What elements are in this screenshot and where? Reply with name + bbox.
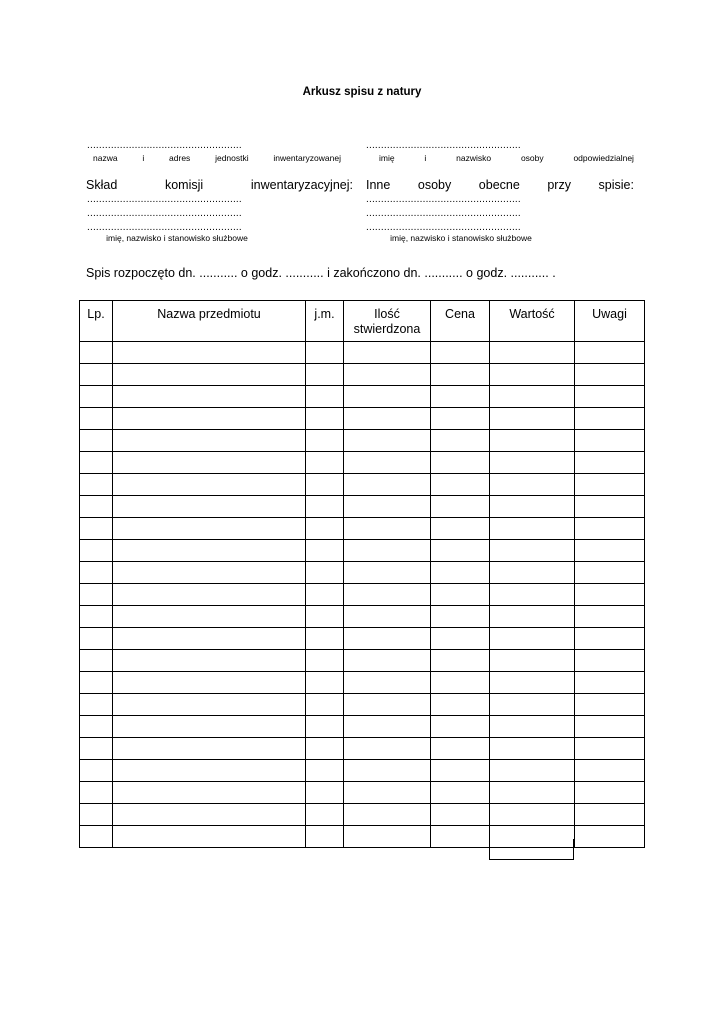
table-row [80,716,645,738]
others-word: przy [547,178,571,192]
person-caption [379,153,634,163]
table-cell[interactable] [80,716,113,738]
table-cell[interactable] [113,628,306,650]
table-cell[interactable] [575,716,645,738]
table-cell[interactable] [490,342,575,364]
table-cell[interactable] [80,826,113,848]
table-cell[interactable] [344,804,431,826]
table-cell[interactable] [113,474,306,496]
table-cell[interactable] [490,496,575,518]
table-cell[interactable] [575,606,645,628]
table-row [80,650,645,672]
table-cell[interactable] [490,364,575,386]
table-cell[interactable] [490,452,575,474]
table-cell[interactable] [113,672,306,694]
table-cell[interactable] [431,518,490,540]
table-cell[interactable] [306,540,344,562]
table-cell[interactable] [80,672,113,694]
table-cell[interactable] [490,628,575,650]
table-cell[interactable] [344,738,431,760]
table-row [80,408,645,430]
table-cell[interactable] [80,760,113,782]
table-cell[interactable] [113,782,306,804]
table-cell[interactable] [575,760,645,782]
table-cell[interactable] [490,650,575,672]
others-dots-line: .................................................... [366,194,521,205]
table-cell[interactable] [490,386,575,408]
table-cell[interactable] [490,474,575,496]
table-cell[interactable] [431,342,490,364]
document-title: Arkusz spisu z natury [302,86,422,98]
table-cell[interactable] [490,606,575,628]
table-cell[interactable] [431,474,490,496]
others-dots-line: .................................................... [366,222,521,233]
caption-word: i [424,153,427,163]
unit-caption [93,153,341,163]
table-cell[interactable] [80,782,113,804]
table-cell[interactable] [80,584,113,606]
others-word: Inne [366,178,391,192]
table-cell[interactable] [306,584,344,606]
table-cell[interactable] [306,716,344,738]
caption-word: nazwisko [456,153,492,163]
table-cell[interactable] [431,672,490,694]
table-cell[interactable] [490,584,575,606]
others-present-label [366,178,634,192]
table-header-row [80,301,645,342]
table-cell[interactable] [575,518,645,540]
table-cell[interactable] [113,518,306,540]
table-cell[interactable] [431,804,490,826]
table-cell[interactable] [431,562,490,584]
table-cell[interactable] [575,474,645,496]
table-cell[interactable] [344,430,431,452]
others-word: spisie: [598,178,634,192]
table-cell[interactable] [431,716,490,738]
table-cell[interactable] [306,430,344,452]
table-cell[interactable] [490,738,575,760]
table-cell[interactable] [431,738,490,760]
table-cell[interactable] [80,386,113,408]
table-cell[interactable] [306,738,344,760]
table-cell[interactable] [344,584,431,606]
table-cell[interactable] [113,738,306,760]
table-row [80,628,645,650]
table-cell[interactable] [431,650,490,672]
table-cell[interactable] [113,694,306,716]
table-row [80,804,645,826]
table-row [80,496,645,518]
table-cell[interactable] [490,408,575,430]
table-cell[interactable] [306,518,344,540]
table-cell[interactable] [431,386,490,408]
table-cell[interactable] [80,364,113,386]
commission-word: Skład [86,178,118,192]
others-word: osoby [417,178,452,192]
table-cell[interactable] [431,760,490,782]
table-cell[interactable] [575,430,645,452]
table-cell[interactable] [80,518,113,540]
table-row [80,540,645,562]
table-cell[interactable] [306,782,344,804]
table-cell[interactable] [431,628,490,650]
table-cell[interactable] [306,650,344,672]
table-cell[interactable] [490,760,575,782]
table-cell[interactable] [80,452,113,474]
table-cell[interactable] [306,562,344,584]
table-cell[interactable] [575,408,645,430]
table-cell[interactable] [344,408,431,430]
table-row [80,672,645,694]
table-cell[interactable] [306,628,344,650]
table-cell[interactable] [306,804,344,826]
table-cell[interactable] [344,782,431,804]
table-cell[interactable] [344,694,431,716]
table-cell[interactable] [80,496,113,518]
table-row [80,474,645,496]
table-cell[interactable] [306,826,344,848]
table-cell[interactable] [431,408,490,430]
table-row [80,386,645,408]
caption-word: odpowiedzialnej [573,153,634,163]
value-total-cell[interactable] [489,839,574,860]
table-cell[interactable] [490,540,575,562]
table-row [80,738,645,760]
caption-word: osoby [520,153,544,163]
table-cell[interactable] [306,760,344,782]
table-cell[interactable] [306,386,344,408]
table-cell[interactable] [344,496,431,518]
caption-word: inwentaryzowanej [273,153,341,163]
table-cell[interactable] [575,782,645,804]
table-cell[interactable] [306,672,344,694]
table-cell[interactable] [431,496,490,518]
table-cell[interactable] [113,650,306,672]
header-quantity: Ilość stwierdzona [344,301,431,342]
caption-word: i [142,153,145,163]
unit-dots-line: .................................................... [87,140,242,151]
table-cell[interactable] [344,452,431,474]
table-row [80,694,645,716]
table-cell[interactable] [575,694,645,716]
table-cell[interactable] [431,782,490,804]
table-cell[interactable] [490,782,575,804]
table-cell[interactable] [344,628,431,650]
table-cell[interactable] [306,342,344,364]
table-row [80,584,645,606]
table-cell[interactable] [113,430,306,452]
table-row [80,760,645,782]
table-cell[interactable] [344,716,431,738]
table-cell[interactable] [575,496,645,518]
table-cell[interactable] [306,694,344,716]
table-cell[interactable] [113,408,306,430]
table-cell[interactable] [575,584,645,606]
table-cell[interactable] [575,672,645,694]
commission-label [86,178,353,192]
table-cell[interactable] [80,628,113,650]
table-cell[interactable] [490,694,575,716]
table-row [80,562,645,584]
table-cell[interactable] [575,452,645,474]
table-cell[interactable] [306,496,344,518]
table-cell[interactable] [431,540,490,562]
table-cell[interactable] [431,584,490,606]
table-cell[interactable] [575,364,645,386]
table-cell[interactable] [575,650,645,672]
table-cell[interactable] [344,364,431,386]
others-word: obecne [478,178,520,192]
table-cell[interactable] [80,474,113,496]
table-cell[interactable] [113,826,306,848]
table-cell[interactable] [80,606,113,628]
table-cell[interactable] [344,562,431,584]
table-cell[interactable] [344,672,431,694]
table-cell[interactable] [344,474,431,496]
table-cell[interactable] [306,364,344,386]
table-cell[interactable] [344,342,431,364]
table-cell[interactable] [490,804,575,826]
table-cell[interactable] [80,738,113,760]
caption-word: adres [169,153,191,163]
table-cell[interactable] [113,804,306,826]
table-cell[interactable] [344,650,431,672]
table-cell[interactable] [575,540,645,562]
table-cell[interactable] [113,364,306,386]
table-cell[interactable] [344,826,431,848]
table-cell[interactable] [575,386,645,408]
table-cell[interactable] [575,628,645,650]
commission-dots-line: .................................................... [87,208,242,219]
commission-caption: imię, nazwisko i stanowisko służbowe [106,233,248,243]
table-cell[interactable] [344,760,431,782]
table-cell[interactable] [80,430,113,452]
table-cell[interactable] [344,386,431,408]
caption-word: jednostki [215,153,249,163]
table-row [80,342,645,364]
table-cell[interactable] [113,386,306,408]
table-cell[interactable] [431,606,490,628]
table-cell[interactable] [490,430,575,452]
caption-word: nazwa [93,153,118,163]
table-row [80,364,645,386]
commission-word: komisji [164,178,204,192]
table-cell[interactable] [306,474,344,496]
table-row [80,518,645,540]
table-cell[interactable] [113,496,306,518]
header-lp: Lp. [80,301,113,342]
table-cell[interactable] [113,562,306,584]
table-cell[interactable] [431,364,490,386]
table-cell[interactable] [80,408,113,430]
header-price: Cena [431,301,490,342]
table-cell[interactable] [113,760,306,782]
header-unit: j.m. [306,301,344,342]
table-cell[interactable] [306,452,344,474]
table-cell[interactable] [80,342,113,364]
table-cell[interactable] [490,562,575,584]
table-cell[interactable] [431,694,490,716]
inventory-table [79,300,645,848]
table-cell[interactable] [113,584,306,606]
caption-word: imię [379,153,395,163]
table-cell[interactable] [344,540,431,562]
table-row [80,606,645,628]
table-cell[interactable] [113,716,306,738]
header-item-name: Nazwa przedmiotu [113,301,306,342]
table-cell[interactable] [113,606,306,628]
table-cell[interactable] [575,562,645,584]
table-cell[interactable] [80,540,113,562]
table-cell[interactable] [431,430,490,452]
table-cell[interactable] [344,606,431,628]
table-body [80,342,645,848]
table-cell[interactable] [490,518,575,540]
table-cell[interactable] [113,540,306,562]
inventory-dates-line: Spis rozpoczęto dn. ........... o godz. ........... i zakończono dn. ........... o godz. ........... . [86,266,556,280]
others-caption: imię, nazwisko i stanowisko służbowe [390,233,532,243]
table-cell[interactable] [490,672,575,694]
table-cell[interactable] [344,518,431,540]
table-cell[interactable] [80,694,113,716]
table-cell[interactable] [113,452,306,474]
table-cell[interactable] [431,826,490,848]
table-cell[interactable] [490,716,575,738]
table-row [80,782,645,804]
table-cell[interactable] [575,826,645,848]
table-cell[interactable] [113,342,306,364]
table-cell[interactable] [306,606,344,628]
commission-dots-line: .................................................... [87,194,242,205]
table-cell[interactable] [80,562,113,584]
table-cell[interactable] [575,342,645,364]
table-cell[interactable] [575,738,645,760]
header-value: Wartość [490,301,575,342]
table-cell[interactable] [306,408,344,430]
commission-word: inwentaryzacyjnej: [250,178,353,192]
table-cell[interactable] [575,804,645,826]
table-cell[interactable] [431,452,490,474]
commission-dots-line: .................................................... [87,222,242,233]
table-cell[interactable] [80,804,113,826]
person-dots-line: .................................................... [366,140,521,151]
table-row [80,430,645,452]
table-cell[interactable] [80,650,113,672]
others-dots-line: .................................................... [366,208,521,219]
table-row [80,452,645,474]
header-notes: Uwagi [575,301,645,342]
